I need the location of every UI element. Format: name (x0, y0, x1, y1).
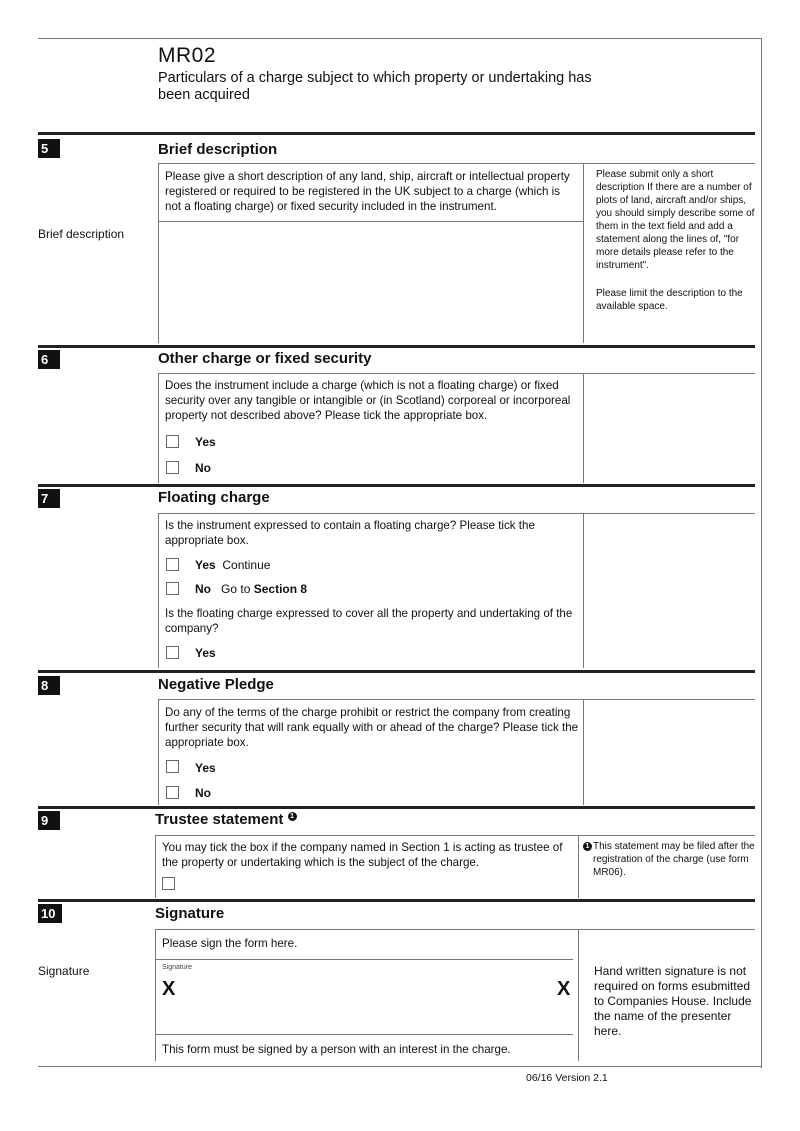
section-10-footer-note: This form must be signed by a person with an interest in the charge. (162, 1043, 511, 1056)
section-6-yes-label: Yes (195, 435, 216, 449)
section-7-subrule (158, 513, 755, 514)
section-7-cover-all-label: Yes (195, 646, 216, 660)
section-8-question: Do any of the terms of the charge prohibit or restrict the company from creating further security that will rank equally with or ahead of the charge? Please tick the appropriate box. (165, 706, 579, 749)
section-5-number: 5 (38, 139, 60, 158)
brief-description-label: Brief description (38, 227, 125, 241)
s5-left-border (158, 163, 159, 343)
brief-description-input[interactable] (160, 223, 581, 341)
section-7-rule (38, 484, 755, 487)
section-9-heading: Trustee statement 1 (155, 811, 297, 828)
right-rule (761, 38, 762, 1068)
section-6-rule (38, 345, 755, 348)
s8-mid-border (583, 699, 584, 805)
section-10-heading: Signature (155, 905, 225, 922)
section-6-heading: Other charge or fixed security (158, 350, 372, 367)
signature-mark-left: X (162, 978, 176, 1000)
bottom-rule (38, 1066, 762, 1067)
s8-left-border (158, 699, 159, 805)
s5-mid-border (583, 163, 584, 343)
section-7-question-2: Is the floating charge expressed to cover all the property and undertaking of the company? (165, 607, 573, 635)
form-code: MR02 (158, 44, 217, 67)
s6-left-border (158, 373, 159, 483)
section-10-help: Hand written signature is not required on forms esubmitted to Companies House. Include the name of the presenter here. (594, 964, 752, 1038)
s10-sigbox-top (155, 959, 573, 960)
s9-left-border (155, 835, 156, 898)
section-6-subrule (158, 373, 755, 374)
section-10-number: 10 (38, 904, 62, 923)
section-7-number: 7 (38, 489, 60, 508)
section-7-yes-label: Yes Continue (195, 558, 271, 572)
section-5-question: Please give a short description of any land, ship, aircraft or intellectual property registered or required to be registered in the UK subject to a charge (which is not a floating charge) or fixed security included in the instrument. (165, 170, 570, 213)
section-6-yes-checkbox[interactable] (166, 435, 179, 448)
section-9-subrule (155, 835, 755, 836)
signature-caption: Signature (162, 964, 192, 971)
section-5-rule (38, 132, 755, 135)
s9-mid-border (578, 835, 579, 898)
section-7-cover-all-checkbox[interactable] (166, 646, 179, 659)
s6-mid-border (583, 373, 584, 483)
section-5-help-limit: Please limit the description to the available space. (596, 288, 743, 312)
section-7-no-checkbox[interactable] (166, 582, 179, 595)
section-8-subrule (158, 699, 755, 700)
section-7-yes-checkbox[interactable] (166, 558, 179, 571)
s7-left-border (158, 513, 159, 668)
section-8-no-checkbox[interactable] (166, 786, 179, 799)
form-title: Particulars of a charge subject to which property or undertaking has been acquired (158, 70, 592, 103)
s10-side-top (578, 929, 755, 930)
section-5-subrule (158, 163, 755, 164)
section-8-number: 8 (38, 676, 60, 695)
section-10-instruction: Please sign the form here. (162, 937, 298, 950)
section-8-yes-label: Yes (195, 761, 216, 775)
section-6-no-label: No (195, 461, 211, 475)
section-9-number: 9 (38, 811, 60, 830)
section-5-help: Please submit only a short description If there are a number of plots of land, aircraft and/or ships, you should simply describe some of them in the text field and add a statement along the lines of, "for more details please refer to the instrument". (596, 169, 755, 271)
section-6-question: Does the instrument include a charge (which is not a floating charge) or fixed security over any tangible or intangible or (in Scotland) corporeal or incorporeal property not described above? Please tick the appropriate box. (165, 379, 571, 422)
form-version: 06/16 Version 2.1 (526, 1072, 608, 1084)
signature-label: Signature (38, 964, 90, 978)
section-8-no-label: No (195, 786, 211, 800)
section-6-no-checkbox[interactable] (166, 461, 179, 474)
section-6-number: 6 (38, 350, 60, 369)
info-icon: 1 (583, 842, 592, 851)
section-10-rule (38, 899, 755, 902)
section-8-rule (38, 670, 755, 673)
section-8-yes-checkbox[interactable] (166, 760, 179, 773)
signature-mark-right: X (557, 978, 571, 1000)
s10-mid-border (578, 929, 579, 1061)
s7-mid-border (583, 513, 584, 668)
s10-sigbox-bottom (155, 1034, 573, 1035)
section-7-heading: Floating charge (158, 489, 270, 506)
section-9-help: 1 This statement may be filed after the registration of the charge (use form MR06). (583, 840, 755, 879)
section-9-rule (38, 806, 755, 809)
top-rule (38, 38, 762, 39)
trustee-checkbox[interactable] (162, 877, 175, 890)
section-7-question-1: Is the instrument expressed to contain a floating charge? Please tick the appropriate box. (165, 519, 535, 547)
section-5-heading: Brief description (158, 141, 278, 158)
info-icon: 1 (288, 812, 297, 821)
section-9-question: You may tick the box if the company named in Section 1 is acting as trustee of the property or undertaking which is the subject of the charge. (162, 841, 563, 869)
signature-box[interactable] (157, 961, 575, 1033)
s5-field-top (158, 221, 583, 222)
section-7-no-label: No Go to Section 8 (195, 582, 308, 596)
s10-left-border (155, 929, 156, 1061)
section-8-heading: Negative Pledge (158, 676, 274, 693)
